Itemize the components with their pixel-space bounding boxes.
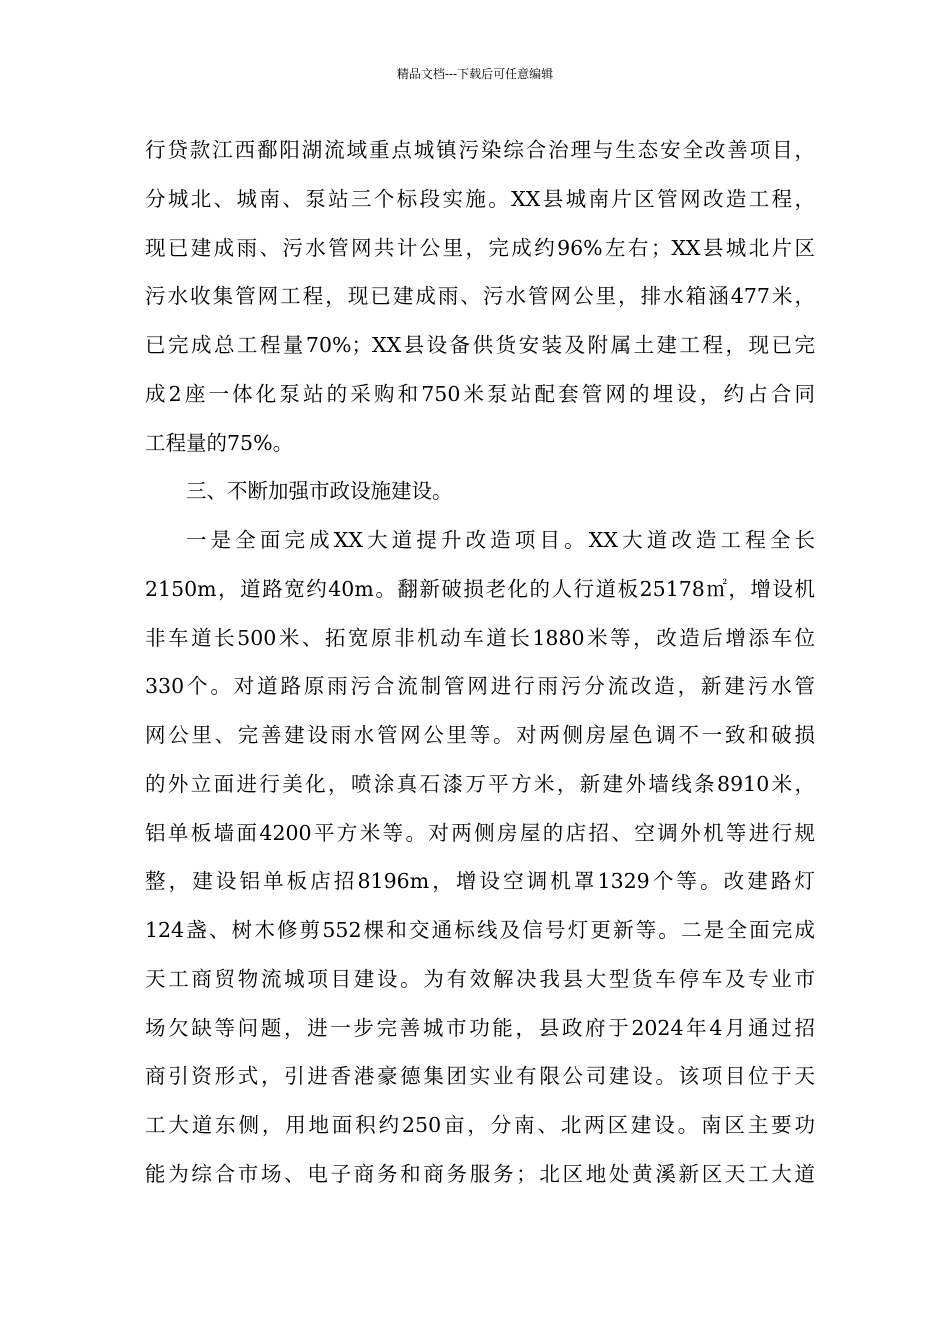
body-text-line: 一是全面完成XX大道提升改造项目。XX大道改造工程全长 <box>186 528 815 552</box>
body-text-line: 已完成总工程量70%；XX县设备供货安装及附属土建工程，现已完 <box>145 333 815 357</box>
body-text-line: 330个。对道路原雨污合流制管网进行雨污分流改造，新建污水管 <box>145 674 815 699</box>
body-text-line: 分城北、城南、泵站三个标段实施。XX县城南片区管网改造工程， <box>145 186 815 211</box>
document-body <box>145 126 815 1199</box>
body-text-line: 场欠缺等问题，进一步完善城市功能，县政府于2024年4月通过招 <box>145 1015 815 1040</box>
body-text-line: 整，建设铝单板店招8196m，增设空调机罩1329个等。改建路灯 <box>145 869 815 894</box>
body-text-line: 铝单板墙面4200平方米等。对两侧房屋的店招、空调外机等进行规 <box>145 820 815 845</box>
body-text-line: 商引资形式，引进香港豪德集团实业有限公司建设。该项目位于天 <box>145 1064 815 1089</box>
body-text-line: 2150m，道路宽约40m。翻新破损老化的人行道板25178㎡，增设机 <box>145 576 815 601</box>
page-header: 精品文档---下载后可任意编辑 <box>396 67 554 81</box>
body-text-line: 现已建成雨、污水管网共计公里，完成约96%左右；XX县城北片区 <box>145 235 815 260</box>
body-text-line: 工程量的75%。 <box>145 430 294 455</box>
body-text-line: 三、不断加强市政设施建设。 <box>186 479 453 504</box>
body-text-line: 非车道长500米、拓宽原非机动车道长1880米等，改造后增添车位 <box>145 625 815 650</box>
body-text-line: 天工商贸物流城项目建设。为有效解决我县大型货车停车及专业市 <box>145 966 815 991</box>
body-text-line: 行贷款江西鄱阳湖流域重点城镇污染综合治理与生态安全改善项目， <box>145 138 815 162</box>
body-text-line: 能为综合市场、电子商务和商务服务；北区地处黄溪新区天工大道 <box>145 1161 815 1186</box>
body-text-line: 的外立面进行美化，喷涂真石漆万平方米，新建外墙线条8910米， <box>145 771 815 796</box>
body-text-line: 成2座一体化泵站的采购和750米泵站配套管网的埋设，约占合同 <box>145 381 815 406</box>
body-text-line: 污水收集管网工程，现已建成雨、污水管网公里，排水箱涵477米， <box>145 284 815 309</box>
body-text-line: 网公里、完善建设雨水管网公里等。对两侧房屋色调不一致和破损 <box>145 723 815 747</box>
body-text-line: 工大道东侧，用地面积约250亩，分南、北两区建设。南区主要功 <box>145 1113 815 1137</box>
body-text-line: 124盏、树木修剪552棵和交通标线及信号灯更新等。二是全面完成 <box>145 918 815 942</box>
